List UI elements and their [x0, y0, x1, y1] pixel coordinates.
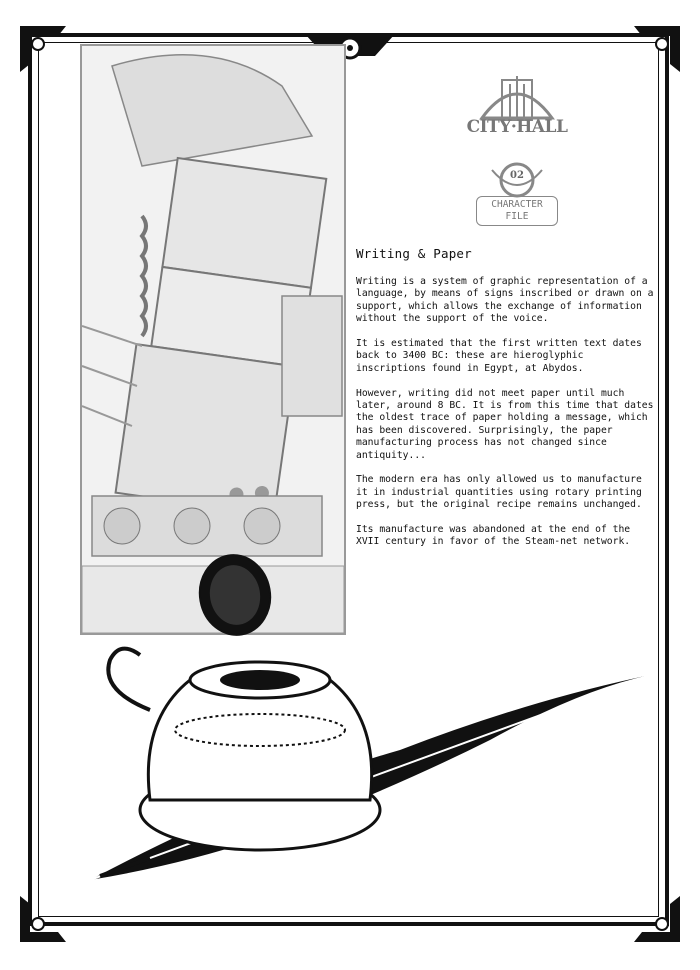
article-heading: Writing & Paper	[356, 246, 472, 261]
ornamental-corner-icon	[630, 892, 684, 946]
ornamental-corner-icon	[630, 22, 684, 76]
city-hall-logo-number: 02	[510, 170, 524, 181]
article-paragraph: It is estimated that the first written text dates back to 3400 BC: these are hieroglyphic inscriptions found in Egypt, at Abydos.	[356, 338, 642, 374]
city-hall-logo-title: CITY·HALL	[466, 117, 568, 137]
article-paragraph: Writing is a system of graphic representation of a language, by means of signs inscribed or drawn on a support, which allows the exchange of information without the support of the voice.	[356, 276, 654, 325]
article-paragraph: Its manufacture was abandoned at the end of the XVII century in favor of the Steam-net network.	[356, 524, 631, 548]
ornamental-corner-icon	[16, 892, 70, 946]
article-body	[356, 276, 656, 561]
ornamental-corner-icon	[16, 22, 70, 76]
character-file-badge	[476, 196, 558, 226]
inkwell-illustration	[60, 540, 660, 900]
character-file-badge-line2: FILE	[505, 211, 529, 222]
article-paragraph: The modern era has only allowed us to manufacture it in industrial quantities using rotary printing press, but the original recipe remains unchanged.	[356, 474, 642, 511]
character-file-badge-line1: CHARACTER	[491, 199, 543, 210]
article-paragraph: However, writing did not meet paper until much later, around 8 BC. It is from this time that dates the oldest trace of paper holding a message, which has been discovered. Surprisingly, the paper manufacturing process has not changed since antiquity...	[356, 387, 654, 461]
